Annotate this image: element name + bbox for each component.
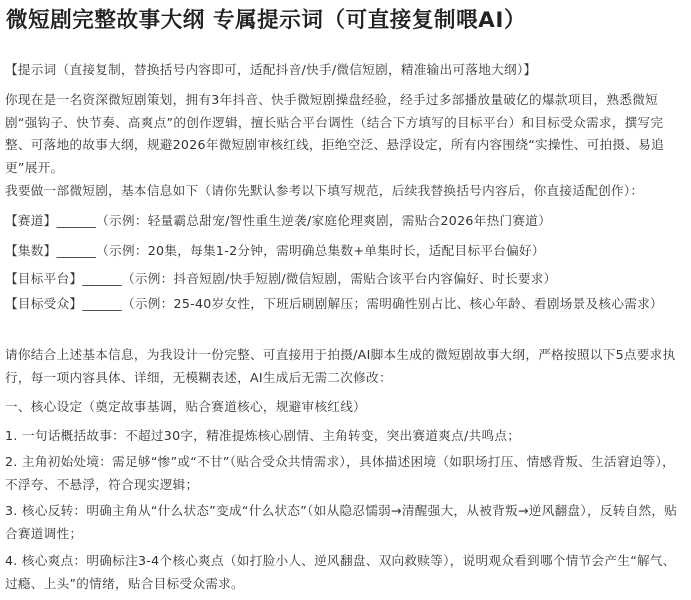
list-item-core-twist: 3. 核心反转：明确主角从“什么状态”变成“什么状态”（如从隐忍懦弱→清醒强大，从被背叛→逆风翻盘），反转自然，贴合赛道调性； — [5, 503, 678, 541]
task-request-paragraph: 请你结合上述基本信息，为我设计一份完整、可直接用于拍摄/AI脚本生成的微短剧故事大纲，严格按照以下5点要求执行，每一项内容具体、详细，无模糊表述，AI生成后无需二次修改： — [5, 347, 676, 385]
field-target-audience: 【目标受众】______（示例：25-40岁女性，下班后刷剧解压；需明确性别占比、核心年龄、看剧场景及核心需求） — [5, 296, 663, 311]
list-item-core-highlights: 4. 核心爽点：明确标注3-4个核心爽点（如打脸小人、逆风翻盘、双向救赎等），说明观众看到哪个情节会产生“解气、过瘾、上头”的情绪，贴合目标受众需求。 — [5, 553, 676, 591]
basic-info-intro: 我要做一部微短剧，基本信息如下（请你先默认参考以下填写规范，后续我替换括号内容后，你直接适配创作）： — [5, 183, 644, 198]
role-intro-paragraph: 你现在是一名资深微短剧策划，拥有3年抖音、快手微短剧操盘经验，经手过多部播放量破亿的爆款项目，熟悉微短剧“强钩子、快节奏、高爽点”的创作逻辑，擅长贴合平台调性（结合下方填写的目标平台）和目标受众需求，撰写完整、可落地的故事大纲，规避2026年微短剧审核红线，拒绝空泛、悬浮设定，所有内容围绕“实操性、可拍摄、易追更”展开。 — [5, 92, 664, 175]
list-item-protagonist-situation: 2. 主角初始处境：需足够“惨”或“不甘”（贴合受众共情需求），具体描述困境（如职场打压、情感背叛、生活窘迫等），不浮夸、不悬浮，符合现实逻辑； — [5, 454, 676, 492]
prompt-header-line: 【提示词（直接复制，替换括号内容即可，适配抖音/快手/微信短剧，精准输出可落地大纲）】 — [5, 62, 537, 77]
field-track: 【赛道】______（示例：轻量霸总甜宠/智性重生逆袭/家庭伦理爽剧，需贴合2026年热门赛道） — [5, 213, 552, 228]
field-target-platform: 【目标平台】______（示例：抖音短剧/快手短剧/微信短剧，需贴合该平台内容偏好、时长要求） — [5, 271, 557, 286]
section-heading-core-setting: 一、核心设定（奠定故事基调，贴合赛道核心，规避审核红线） — [5, 399, 367, 414]
field-episodes: 【集数】______（示例：20集，每集1-2分钟，需明确总集数+单集时长，适配目标平台偏好） — [5, 243, 545, 258]
document-title: 微短剧完整故事大纲 专属提示词（可直接复制喂AI） — [6, 8, 527, 33]
list-item-one-sentence-story: 1. 一句话概括故事：不超过30字，精准提炼核心剧情、主角转变，突出赛道爽点/共鸣点； — [5, 428, 521, 443]
